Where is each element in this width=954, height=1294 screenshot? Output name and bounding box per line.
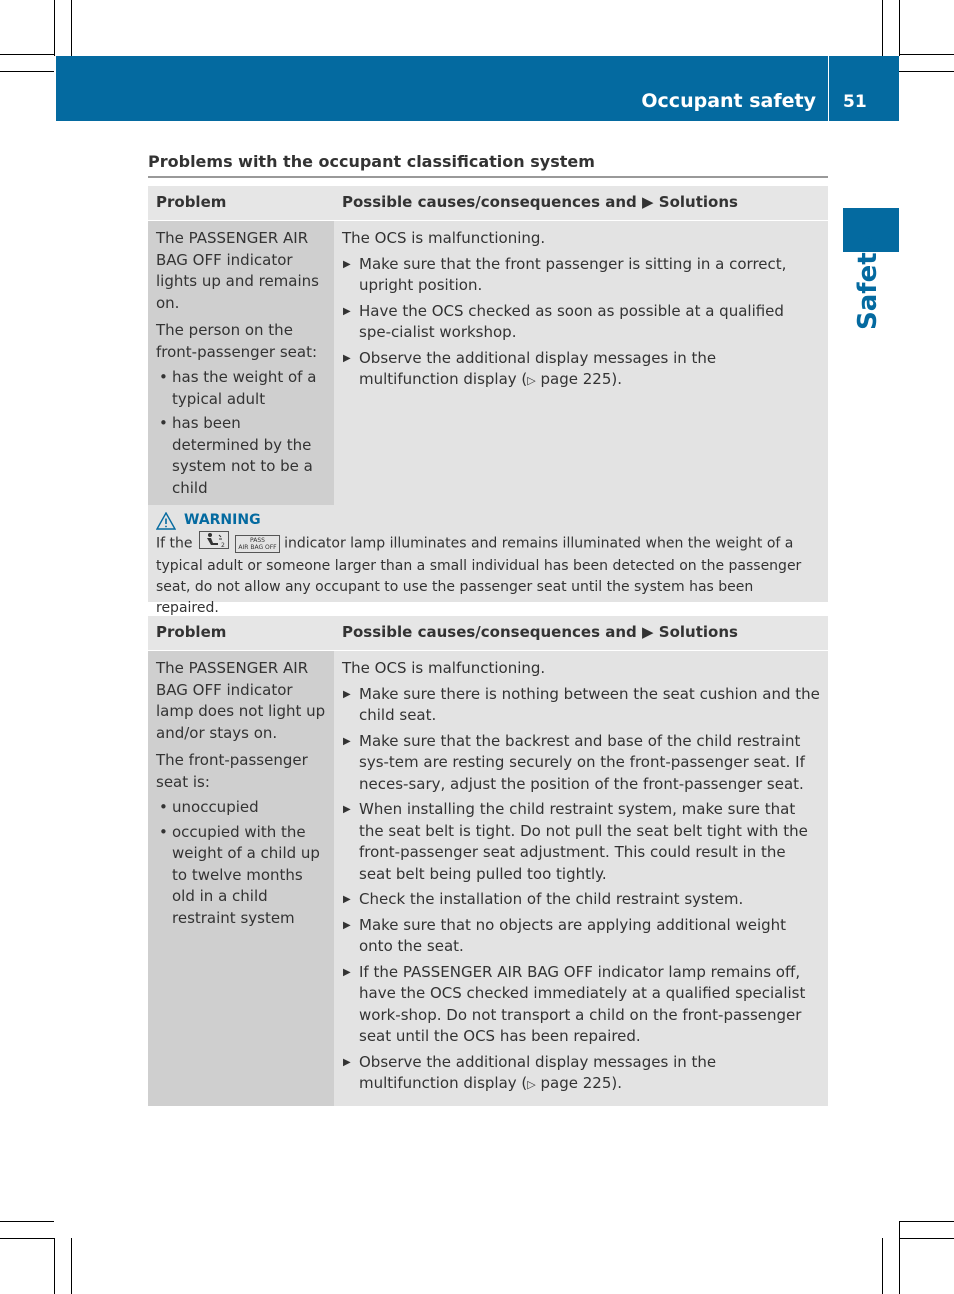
warning-triangle-icon [156,512,176,530]
warning-text-start: If the [156,535,193,552]
page-number: 51 [843,92,867,112]
crop-mark [54,1238,55,1294]
cause-text: The OCS is malfunctioning. [342,229,546,247]
header-divider [828,56,829,121]
step-item [342,348,820,392]
warning-heading [156,510,820,531]
crop-mark [0,54,54,55]
problem-bullets [156,367,326,499]
section-heading: Problems with the occupant classification system [148,152,595,171]
problem-text: The PASSENGER AIR BAG OFF indicator lights up and remains on. [156,229,319,312]
crop-mark [882,0,883,56]
crop-mark [0,1221,54,1222]
list-item: • unoccupied [156,797,326,819]
crop-mark [71,1238,72,1294]
problem-table-2 [148,616,828,1106]
column-header-solutions-suffix: Solutions [658,623,738,642]
svg-text:2: 2 [220,542,225,549]
step-arrow-icon: ▶ [642,193,654,212]
list-item: • occupied with the weight of a child up to twelve months old in a child restraint system [156,822,326,930]
crop-mark [899,1221,954,1222]
step-item [342,1052,820,1096]
step-item: ▶ Make sure that the backrest and base of the child restraint sys-tem are resting securely on the front-passenger seat. If neces-sary, adjust the position of the front-passenger seat. [342,731,820,796]
page-ref-link[interactable]: page 225). [540,1074,622,1092]
step-item: ▶ Make sure that no objects are applying additional weight onto the seat. [342,915,820,958]
table-row [148,651,828,1106]
column-header-solutions-prefix: Possible causes/consequences and [342,193,637,212]
warning-box [148,505,828,616]
warning-label: WARNING [184,512,261,528]
step-text: Observe the additional display messages in the multifunction display ( [359,1052,717,1092]
step-text: Observe the additional display messages in the multifunction display ( [359,348,717,388]
list-item: • has the weight of a typical adult [156,367,326,410]
step-arrow-icon: ▶ [642,623,654,642]
step-item: ▶ When installing the child restraint system, make sure that the seat belt is tight. Do not pull the seat belt tight with the front-passenger seat adjustment. This could result in the seat belt being pulled too tightly. [342,799,820,885]
problem-table-1 [148,186,828,508]
column-header-solutions [334,186,828,221]
solution-steps [342,254,820,392]
problem-bullets [156,797,326,929]
crop-mark [899,71,954,72]
column-header-solutions-prefix: Possible causes/consequences and [342,623,637,642]
crop-mark [0,71,54,72]
page-ref-arrow-icon: ▷ [527,374,536,387]
problem-text: The person on the front-passenger seat: [156,321,318,361]
table-row [148,221,828,509]
heading-rule [148,176,828,178]
step-item: ▶ If the PASSENGER AIR BAG OFF indicator lamp remains off, have the OCS checked immediately at a qualified specialist work-shop. Do not transport a child on the front-passenger seat until the OCS has been repaired. [342,962,820,1048]
table-header-row [148,616,828,651]
airbag-seat-icon [199,531,229,556]
crop-mark [54,0,55,56]
problem-text: The front-passenger seat is: [156,751,308,791]
chapter-label: Safety [853,235,883,330]
list-item: • has been determined by the system not to be a child [156,413,326,499]
problem-cell [148,221,334,509]
problem-cell [148,651,334,1106]
step-item: ▶ Make sure there is nothing between the seat cushion and the child seat. [342,684,820,727]
column-header-problem: Problem [148,616,334,651]
warning-text [156,531,820,619]
crop-mark [0,1238,54,1239]
step-item: ▶ Have the OCS checked as soon as possible at a qualified spe-cialist workshop. [342,301,820,344]
page-ref-arrow-icon: ▷ [527,1078,536,1091]
step-item: ▶ Check the installation of the child restraint system. [342,889,820,911]
cause-text: The OCS is malfunctioning. [342,659,546,677]
crop-mark [899,0,900,56]
crop-mark [899,54,954,55]
column-header-solutions [334,616,828,651]
crop-mark [882,1238,883,1294]
step-item: ▶ Make sure that the front passenger is sitting in a correct, upright position. [342,254,820,297]
crop-mark [899,1221,900,1294]
column-header-solutions-suffix: Solutions [658,193,738,212]
table-header-row [148,186,828,221]
warning-text-rest: indicator lamp illuminates and remains illuminated when the weight of a typical adult or someone larger than a small individual has been detected on the passenger seat, do not allow any occupant to use the passenger seat until the system has been repaired. [156,535,802,616]
solution-steps [342,684,820,1096]
passenger-airbag-off-indicator-icon: PASS AIR BAG OFF [235,535,279,553]
solution-cell [334,221,828,509]
page-ref-link[interactable]: page 225). [540,370,622,388]
problem-text: The PASSENGER AIR BAG OFF indicator lamp does not light up and/or stays on. [156,659,326,742]
page-title: Occupant safety [641,90,816,112]
solution-cell [334,651,828,1106]
crop-mark [899,1238,954,1239]
column-header-problem: Problem [148,186,334,221]
crop-mark [71,0,72,56]
